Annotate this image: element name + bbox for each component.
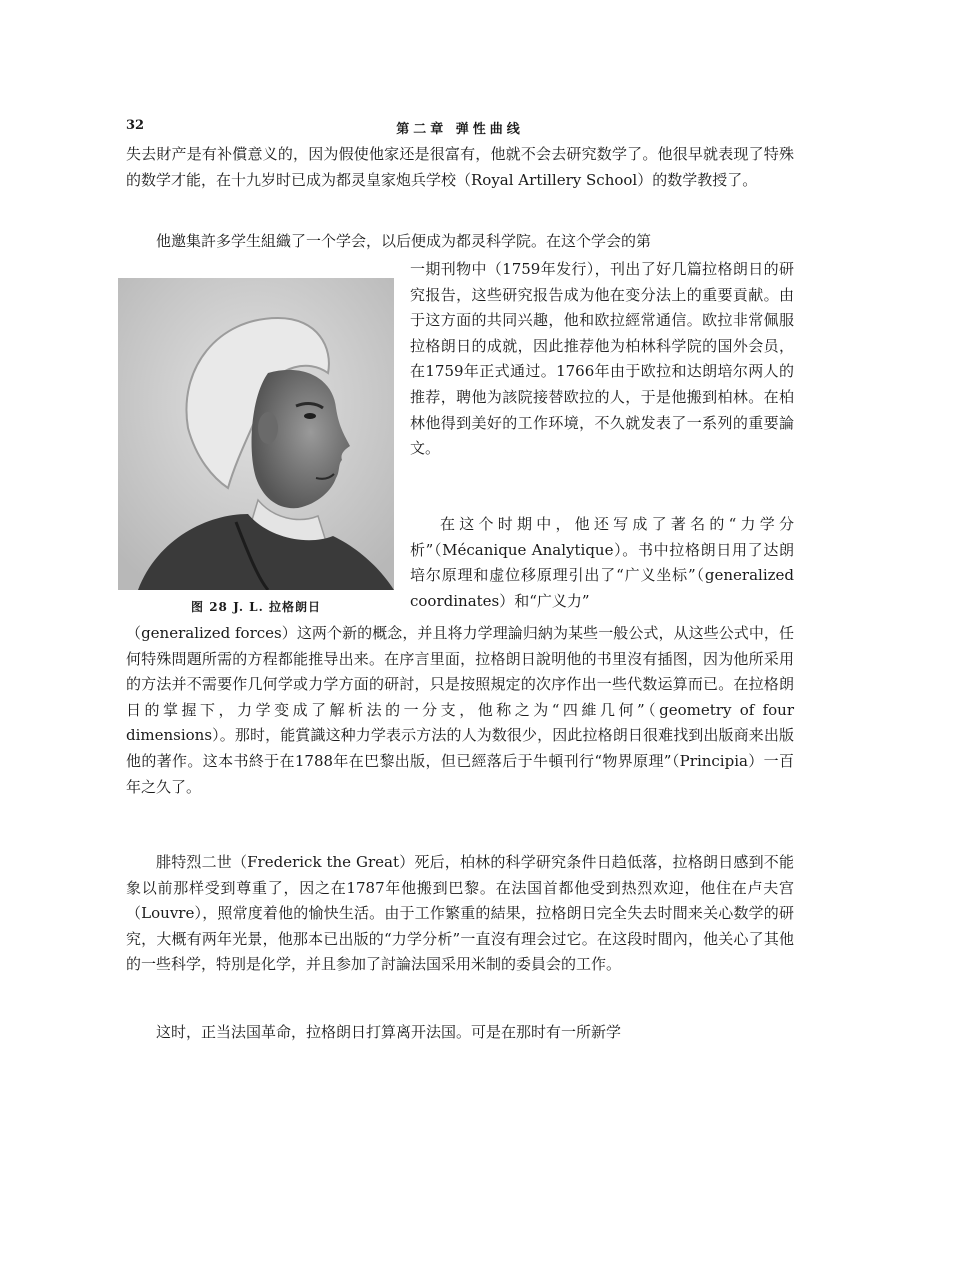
paragraph-2-side: 一期刊物中（1759年发行），刊出了好几篇拉格朗日的研究报告，这些研究报告成为他在变分法上的重要貢献。由于这方面的共同兴趣，他和欧拉經常通信。欧拉非常佩服拉格朗日的成就，因此推荐他为柏林科学院的国外会员，在1759年正式通过。1766年由于欧拉和达朗培尔两人的推荐，聘他为該院接替欧拉的人，于是他搬到柏林。在柏林他得到美好的工作环境，不久就发表了一系列的重要論文。 <box>410 260 794 458</box>
paragraph-4: 腓特烈二世（Frederick the Great）死后，柏林的科学研究条件日趋低落，拉格朗日感到不能象以前那样受到尊重了，因之在1787年他搬到巴黎。在法国首都他受到热烈欢迎，他住在卢夫宫（Louvre），照常度着他的愉快生活。由于工作繁重的結果，拉格朗日完全失去时間来关心数学的研究，大概有两年光景，他那本已出版的“力学分析”一直沒有理会过它。在这段时間內，他关心了其他的一些科学，特別是化学，并且参加了討論法国采用米制的委員会的工作。 <box>126 853 794 974</box>
page-header <box>126 114 794 136</box>
figure-caption: 图 28 J. L. 拉格朗日 <box>191 600 321 614</box>
paragraph-5: 这时，正当法国革命，拉格朗日打算离开法国。可是在那时有一所新学 <box>156 1023 622 1041</box>
paragraph-3-tail: （generalized forces）这两个新的概念，并且将力学理論归納为某些一般公式，从这些公式中，任何特殊問題所需的方程都能推导出来。在序言里面，拉格朗日說明他的书里沒有插图，因为他所采用的方法并不需要作几何学或力学方面的研討，只是按照規定的次序作出一些代数运算而已。在拉格朗日的掌握下，力学变成了解析法的一分支，他称之为“四維几何”（geometry of four dimensions）。那时，能賞識这种力学表示方法的人为数很少，因此拉格朗日很难找到出版商来出版他的著作。这本书終于在1788年在巴黎出版，但已經落后于牛頓刊行“物界原理”（Principia）一百年之久了。 <box>126 624 794 796</box>
portrait-illustration <box>118 278 394 590</box>
portrait-photo <box>118 278 394 590</box>
paragraph-1: 失去財产是有补償意义的，因为假使他家还是很富有，他就不会去研究数学了。他很早就表现了特殊的数学才能，在十九岁时已成为都灵皇家炮兵学校（Royal Artillery School）的数学教授了。 <box>126 145 794 189</box>
paragraph-2-head: 他邀集許多学生組織了一个学会，以后便成为都灵科学院。在这个学会的第 <box>156 232 652 250</box>
page-number: 32 <box>126 118 145 133</box>
paragraph-3-side: 在这个时期中，他还写成了著名的“力学分析”（Mécanique Analytique）。书中拉格朗日用了达朗培尔原理和虚位移原理引出了“广义坐标”（generalized coordinates）和“广义力” <box>410 515 794 610</box>
running-head: 第二章 弹性曲线 <box>396 122 524 137</box>
